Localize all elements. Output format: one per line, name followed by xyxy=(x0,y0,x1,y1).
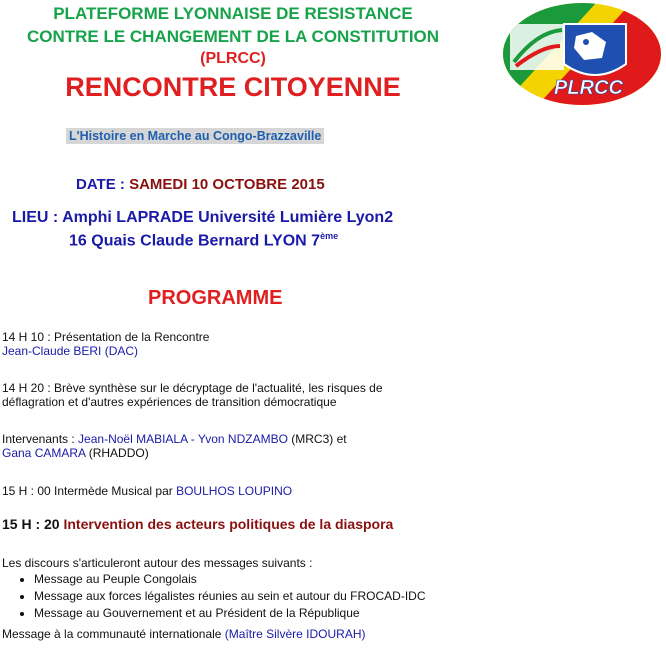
item4-time: 15 H : 20 xyxy=(2,516,64,532)
org-name-line2: CONTRE LE CHANGEMENT DE LA CONSTITUTION xyxy=(26,27,440,46)
last-text: Message à la communauté internationale xyxy=(2,627,225,641)
programme-item-2 xyxy=(2,381,383,409)
event-subtitle: L'Histoire en Marche au Congo-Brazzaville xyxy=(66,128,324,144)
logo-graphic xyxy=(502,2,662,106)
intervenants-org1: (MRC3) et xyxy=(287,432,347,446)
venue-line2 xyxy=(69,231,338,250)
message-item: • Message au Peuple Congolais xyxy=(34,571,426,588)
item1-text: 14 H 10 : Présentation de la Rencontre xyxy=(2,330,210,344)
item2-line1: 14 H 20 : Brève synthèse sur le décryptage de l'actualité, les risques de xyxy=(2,381,383,395)
intervenants-names2: Gana CAMARA xyxy=(2,446,86,460)
svg-text:PLRCC: PLRCC xyxy=(554,77,623,99)
messages-list xyxy=(0,571,426,622)
event-date xyxy=(76,176,325,193)
programme-heading: PROGRAMME xyxy=(148,287,283,309)
last-speaker: (Maître Silvère IDOURAH) xyxy=(224,627,366,641)
item3-text: 15 H : 00 Intermède Musical par xyxy=(2,484,177,498)
item2-line2: déflagration et d'autres expériences de transition démocratique xyxy=(2,395,337,409)
date-label: DATE : xyxy=(76,176,130,193)
item4-text: Intervention des acteurs politiques de la diaspora xyxy=(63,516,394,532)
message-item: • Message aux forces légalistes réunies au sein et autour du FROCAD-IDC xyxy=(34,588,426,605)
programme-item-4 xyxy=(2,516,393,532)
venue-address: 16 Quais Claude Bernard LYON 7 xyxy=(69,232,321,250)
message-item: • Message au Gouvernement et au Président de la République xyxy=(34,605,426,622)
item3-artist: BOULHOS LOUPINO xyxy=(176,484,293,498)
intervenants-names1: Jean-Noël MABIALA - Yvon NDZAMBO xyxy=(78,432,288,446)
message-international xyxy=(2,627,365,641)
programme-item-1 xyxy=(2,330,209,358)
event-title: RENCONTRE CITOYENNE xyxy=(65,72,401,102)
date-value: SAMEDI 10 OCTOBRE 2015 xyxy=(129,176,325,193)
org-name-line1: PLATEFORME LYONNAISE DE RESISTANCE xyxy=(53,4,413,23)
org-acronym: (PLRCC) xyxy=(200,50,266,67)
venue-line1: LIEU : Amphi LAPRADE Université Lumière Lyon2 xyxy=(12,209,394,226)
venue-sup: ème xyxy=(320,231,339,241)
programme-intervenants xyxy=(2,432,347,460)
item1-speaker: Jean-Claude BERI (DAC) xyxy=(2,344,139,358)
intervenants-org2: (RHADDO) xyxy=(85,446,149,460)
intervenants-label: Intervenants : xyxy=(2,432,79,446)
programme-item-3 xyxy=(2,484,292,498)
plrcc-logo xyxy=(502,2,662,106)
discours-intro: Les discours s'articuleront autour des messages suivants : xyxy=(2,556,313,570)
